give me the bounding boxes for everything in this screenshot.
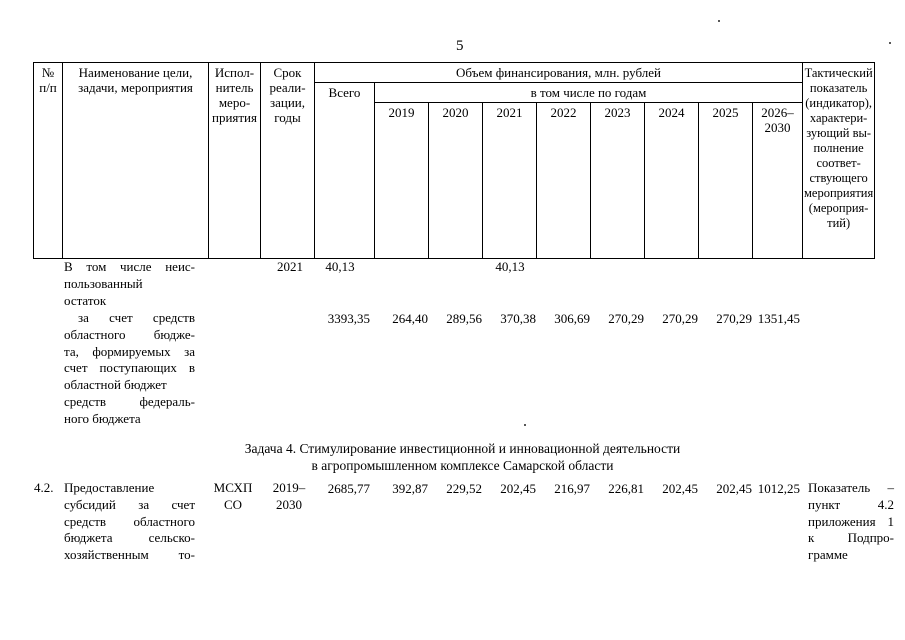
row-value: 1351,45 <box>757 311 800 326</box>
row-value-2021: 40,13 <box>495 259 525 274</box>
row-value: 202,45 <box>716 481 752 496</box>
scan-speck <box>524 424 526 426</box>
row-indicator: Показатель – пункт 4.2 приложения 1 к Подпро- грамме <box>808 480 894 563</box>
row-value: 270,29 <box>608 311 644 326</box>
header-year: 2026– 2030 <box>753 103 803 259</box>
row-executor: МСХП СО <box>213 480 253 512</box>
page-number: 5 <box>456 38 464 54</box>
row-term: 2021 <box>277 259 303 274</box>
header-num: № п/п <box>34 63 63 259</box>
row-total: 3393,35 <box>327 311 370 326</box>
header-year: 2021 <box>483 103 537 259</box>
row-value: 264,40 <box>392 311 428 326</box>
row-value: 202,45 <box>500 481 536 496</box>
header-financing: Объем финансирования, млн. рублей <box>315 63 803 83</box>
row-value: 226,81 <box>608 481 644 496</box>
task-heading: Задача 4. Стимулирование инвестиционной и инновационной деятельности в агропромышленном комплексе Самарской области <box>244 441 681 473</box>
row-value: 370,38 <box>500 311 536 326</box>
row-value: 202,45 <box>662 481 698 496</box>
row-value: 270,29 <box>716 311 752 326</box>
row-name-regional-budget: за счет средств областного бюдже- та, формируемых за счет поступающих в областной бюджет средств федераль- ного бюджета <box>64 310 195 426</box>
header-indicator: Тактический показатель (индикатор), характери-зующий вы-полнение соответ-ствующего мероприятия (мероприя-тий) <box>803 63 875 259</box>
header-table <box>33 62 875 259</box>
row-value: 392,87 <box>392 481 428 496</box>
header-term: Срок реали- зации, годы <box>261 63 315 259</box>
row-total: 2685,77 <box>327 481 370 496</box>
row-value: 1012,25 <box>757 481 800 496</box>
row-value: 216,97 <box>554 481 590 496</box>
row-value: 229,52 <box>446 481 482 496</box>
row-name-unused-balance: В том числе неис- пользованный остаток <box>64 259 195 308</box>
row-term: 2019– 2030 <box>272 480 306 512</box>
header-year: 2023 <box>591 103 645 259</box>
row-total: 40,13 <box>325 259 355 274</box>
row-value: 289,56 <box>446 311 482 326</box>
row-value: 270,29 <box>662 311 698 326</box>
header-year: 2019 <box>375 103 429 259</box>
scan-speck <box>889 42 891 44</box>
row-value: 306,69 <box>554 311 590 326</box>
header-year: 2022 <box>537 103 591 259</box>
header-executor: Испол- нитель меро- приятия <box>209 63 261 259</box>
header-year: 2024 <box>645 103 699 259</box>
header-total: Всего <box>315 83 375 259</box>
header-name: Наименование цели, задачи, мероприятия <box>63 63 209 259</box>
row-name-subsidies: Предоставление субсидий за счет средств областного бюджета сельско- хозяйственным то- <box>64 480 195 563</box>
scan-speck <box>718 20 720 22</box>
row-number: 4.2. <box>34 480 54 495</box>
header-year: 2020 <box>429 103 483 259</box>
header-years-group: в том числе по годам <box>375 83 803 103</box>
header-year: 2025 <box>699 103 753 259</box>
